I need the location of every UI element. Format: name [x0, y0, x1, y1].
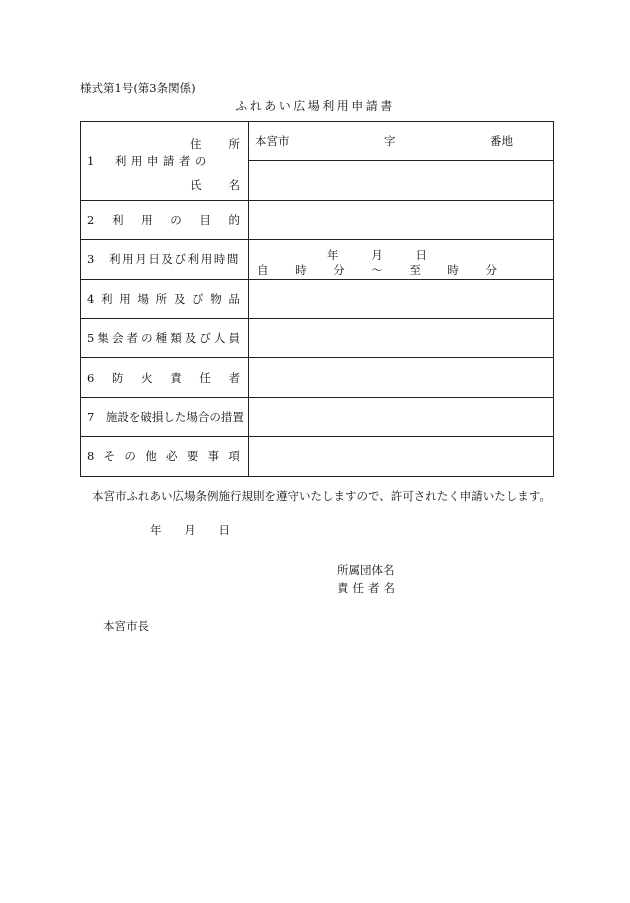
- other-field[interactable]: [249, 437, 554, 476]
- fire-officer-field[interactable]: [249, 358, 554, 397]
- applicant-label: 1 利用申請者の: [87, 154, 211, 168]
- name-field[interactable]: [249, 161, 554, 200]
- place-field[interactable]: [249, 279, 554, 318]
- address-field[interactable]: [249, 122, 554, 161]
- attendees-field[interactable]: [249, 318, 554, 357]
- datetime-label-cell: 3 利用月日及び利用時間: [81, 240, 249, 279]
- city-name: 本宮市: [255, 134, 290, 149]
- applicant-label-cell: [81, 122, 249, 201]
- table-row-applicant-address: [81, 122, 554, 161]
- damage-label-cell: 7 施設を破損した場合の措置: [81, 397, 249, 436]
- addressee: 本宮市長: [103, 619, 149, 633]
- other-label-cell: 8 そ の 他 必 要 事 項: [81, 437, 249, 476]
- responsible-person-label: 責 任 者 名: [337, 581, 395, 595]
- form-title: ふれあい広場利用申請書: [235, 99, 395, 113]
- table-row-place: [81, 279, 554, 318]
- purpose-field[interactable]: [249, 200, 554, 239]
- name-label: 氏 名: [190, 178, 240, 192]
- application-date: 年 月 日: [150, 523, 230, 537]
- aza-label: 字: [384, 134, 396, 149]
- purpose-label-cell: 2 利 用 の 目 的: [81, 200, 249, 239]
- address-label: 住 所: [190, 137, 240, 151]
- application-table: [80, 121, 554, 477]
- table-row-purpose: [81, 200, 554, 239]
- attendees-label-cell: 5 集 会 者 の 種 類 及 び 人 員: [81, 318, 249, 357]
- form-number: 様式第1号(第3条関係): [80, 81, 196, 95]
- group-name-label: 所属団体名: [337, 563, 395, 577]
- fire-officer-label-cell: 6 防 火 責 任 者: [81, 358, 249, 397]
- table-row-attendees: [81, 318, 554, 357]
- datetime-field[interactable]: 年 月 日 自 時 分 〜 至 時 分: [249, 240, 554, 279]
- table-row-damage-measures: [81, 397, 554, 436]
- damage-field[interactable]: [249, 397, 554, 436]
- place-label-cell: 4 利 用 場 所 及 び 物 品: [81, 279, 249, 318]
- table-row-datetime: [81, 240, 554, 279]
- table-row-other: [81, 437, 554, 476]
- table-row-fire-officer: [81, 358, 554, 397]
- request-statement: 本宮市ふれあい広場条例施行規則を遵守いたしますので、許可されたく申請いたします。: [92, 489, 551, 503]
- banchi-label: 番地: [490, 134, 513, 149]
